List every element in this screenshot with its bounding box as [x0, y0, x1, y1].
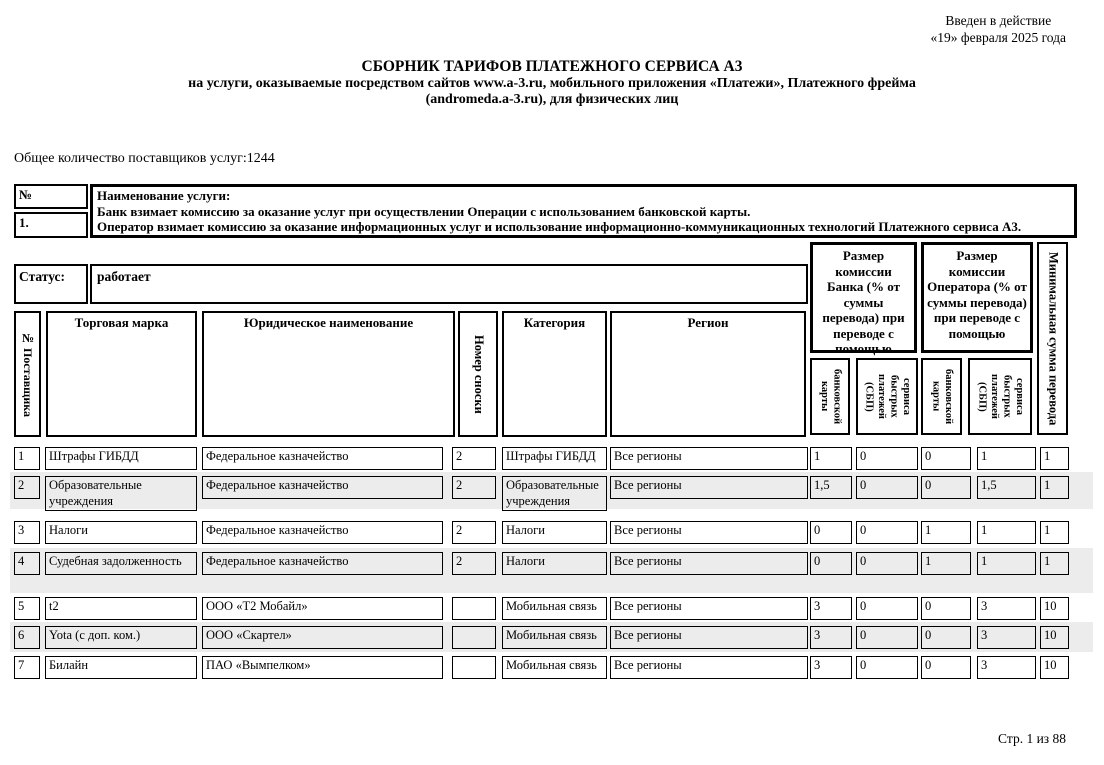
cell-op_card: 0 [921, 476, 971, 499]
header-footnote-label: Номер сноски [471, 334, 486, 414]
cell-bank_sbp: 0 [856, 521, 918, 544]
cell-min: 1 [1040, 552, 1069, 575]
cell-legal: ООО «Т2 Мобайл» [202, 597, 443, 620]
header-bank-sbp-label: сервиса быстрых платежей (СБП) [863, 374, 913, 419]
cell-op_card: 0 [921, 626, 971, 649]
header-bank-commission: Размер комиссии Банка (% от суммы перевода) при переводе с помощью [810, 242, 917, 353]
cell-op_sbp: 3 [977, 656, 1036, 679]
cell-category: Налоги [502, 521, 607, 544]
header-bank-sbp [856, 358, 918, 435]
document-subtitle-line1: на услуги, оказываемые посредством сайтов www.a-3.ru, мобильного приложения «Платежи», Платежного фрейма [188, 76, 916, 91]
cell-bank_sbp: 0 [856, 552, 918, 575]
cell-num: 4 [14, 552, 40, 575]
cell-region: Все регионы [610, 626, 808, 649]
header-legal-name: Юридическое наименование [202, 311, 455, 437]
cell-bank_card: 1,5 [810, 476, 852, 499]
header-operator-card-label: банковской карты [930, 368, 955, 425]
cell-op_sbp: 1 [977, 552, 1036, 575]
cell-legal: ПАО «Вымпелком» [202, 656, 443, 679]
cell-region: Все регионы [610, 597, 808, 620]
cell-num: 3 [14, 521, 40, 544]
cell-bank_card: 1 [810, 447, 852, 470]
cell-bank_card: 3 [810, 656, 852, 679]
cell-op_sbp: 1 [977, 521, 1036, 544]
cell-min: 10 [1040, 597, 1069, 620]
cell-min: 1 [1040, 476, 1069, 499]
cell-op_card: 1 [921, 521, 971, 544]
cell-op_card: 0 [921, 597, 971, 620]
cell-footnote: 2 [452, 476, 496, 499]
header-operator-sbp-label: сервиса быстрых платежей (СБП) [976, 374, 1026, 419]
cell-num: 5 [14, 597, 40, 620]
cell-op_card: 0 [921, 447, 971, 470]
cell-legal: Федеральное казначейство [202, 447, 443, 470]
header-provider-num-label: № Поставщика [21, 331, 35, 417]
cell-min: 10 [1040, 626, 1069, 649]
header-provider-num [14, 311, 41, 437]
service-note-num-value: 1. [14, 212, 88, 238]
cell-num: 2 [14, 476, 40, 499]
header-brand: Торговая марка [46, 311, 197, 437]
cell-bank_sbp: 0 [856, 476, 918, 499]
cell-brand: Штрафы ГИБДД [45, 447, 197, 470]
cell-region: Все регионы [610, 447, 808, 470]
cell-bank_card: 0 [810, 521, 852, 544]
cell-op_sbp: 1,5 [977, 476, 1036, 499]
cell-category: Штрафы ГИБДД [502, 447, 607, 470]
cell-footnote: 2 [452, 521, 496, 544]
status-label: Статус: [14, 264, 88, 304]
cell-brand: Судебная задолженность [45, 552, 197, 575]
effective-date-line2: «19» февраля 2025 года [930, 30, 1066, 45]
cell-min: 1 [1040, 447, 1069, 470]
cell-legal: Федеральное казначейство [202, 476, 443, 499]
cell-op_card: 0 [921, 656, 971, 679]
service-note-num-header: № [14, 184, 88, 209]
service-note-line2: Оператор взимает комиссию за оказание информационных услуг и использование информационно-коммуникационных технологий Платежного сервиса А3. [97, 219, 1022, 235]
cell-brand: Образовательные учреждения [45, 476, 197, 511]
cell-legal: Федеральное казначейство [202, 521, 443, 544]
header-min-amount-label: Минимальная сумма перевода [1046, 251, 1061, 426]
cell-region: Все регионы [610, 552, 808, 575]
header-operator-sbp [968, 358, 1032, 435]
cell-region: Все регионы [610, 476, 808, 499]
document-title-block [0, 58, 1104, 108]
header-bank-card-label: банковской карты [819, 368, 843, 425]
cell-category: Мобильная связь [502, 626, 607, 649]
document-subtitle-line2: (andromeda.a-3.ru), для физических лиц [425, 92, 679, 107]
cell-legal: ООО «Скартел» [202, 626, 443, 649]
cell-bank_sbp: 0 [856, 597, 918, 620]
cell-footnote [452, 597, 496, 620]
cell-footnote [452, 626, 496, 649]
cell-brand: t2 [45, 597, 197, 620]
header-bank-card [810, 358, 850, 435]
service-note-title: Наименование услуги: [97, 188, 231, 203]
header-operator-card [921, 358, 962, 435]
cell-brand: Yota (с доп. ком.) [45, 626, 197, 649]
cell-op_sbp: 3 [977, 626, 1036, 649]
cell-bank_card: 0 [810, 552, 852, 575]
header-category: Категория [502, 311, 607, 437]
header-operator-commission: Размер комиссии Оператора (% от суммы перевода) при переводе с помощью [921, 242, 1033, 353]
cell-num: 6 [14, 626, 40, 649]
cell-category: Образовательные учреждения [502, 476, 607, 511]
cell-category: Налоги [502, 552, 607, 575]
cell-legal: Федеральное казначейство [202, 552, 443, 575]
page-number: Стр. 1 из 88 [998, 731, 1066, 746]
cell-category: Мобильная связь [502, 597, 607, 620]
cell-num: 7 [14, 656, 40, 679]
cell-bank_card: 3 [810, 597, 852, 620]
header-region: Регион [610, 311, 806, 437]
cell-bank_sbp: 0 [856, 626, 918, 649]
cell-bank_sbp: 0 [856, 656, 918, 679]
effective-date-block [931, 12, 1066, 46]
effective-date-line1: Введен в действие [945, 13, 1052, 28]
cell-category: Мобильная связь [502, 656, 607, 679]
cell-region: Все регионы [610, 656, 808, 679]
cell-min: 10 [1040, 656, 1069, 679]
cell-op_card: 1 [921, 552, 971, 575]
cell-region: Все регионы [610, 521, 808, 544]
cell-footnote: 2 [452, 447, 496, 470]
cell-op_sbp: 1 [977, 447, 1036, 470]
cell-bank_card: 3 [810, 626, 852, 649]
status-value: работает [90, 264, 808, 304]
cell-op_sbp: 3 [977, 597, 1036, 620]
cell-brand: Налоги [45, 521, 197, 544]
cell-num: 1 [14, 447, 40, 470]
service-note-text-box [90, 184, 1077, 238]
document-title: СБОРНИК ТАРИФОВ ПЛАТЕЖНОГО СЕРВИСА А3 [361, 58, 743, 75]
cell-footnote: 2 [452, 552, 496, 575]
service-note-line1: Банк взимает комиссию за оказание услуг при осуществлении Операции с использованием банковской карты. [97, 203, 751, 219]
header-min-amount [1037, 242, 1068, 435]
cell-bank_sbp: 0 [856, 447, 918, 470]
cell-footnote [452, 656, 496, 679]
total-providers-line: Общее количество поставщиков услуг:1244 [14, 151, 275, 166]
cell-min: 1 [1040, 521, 1069, 544]
header-footnote [458, 311, 498, 437]
cell-brand: Билайн [45, 656, 197, 679]
